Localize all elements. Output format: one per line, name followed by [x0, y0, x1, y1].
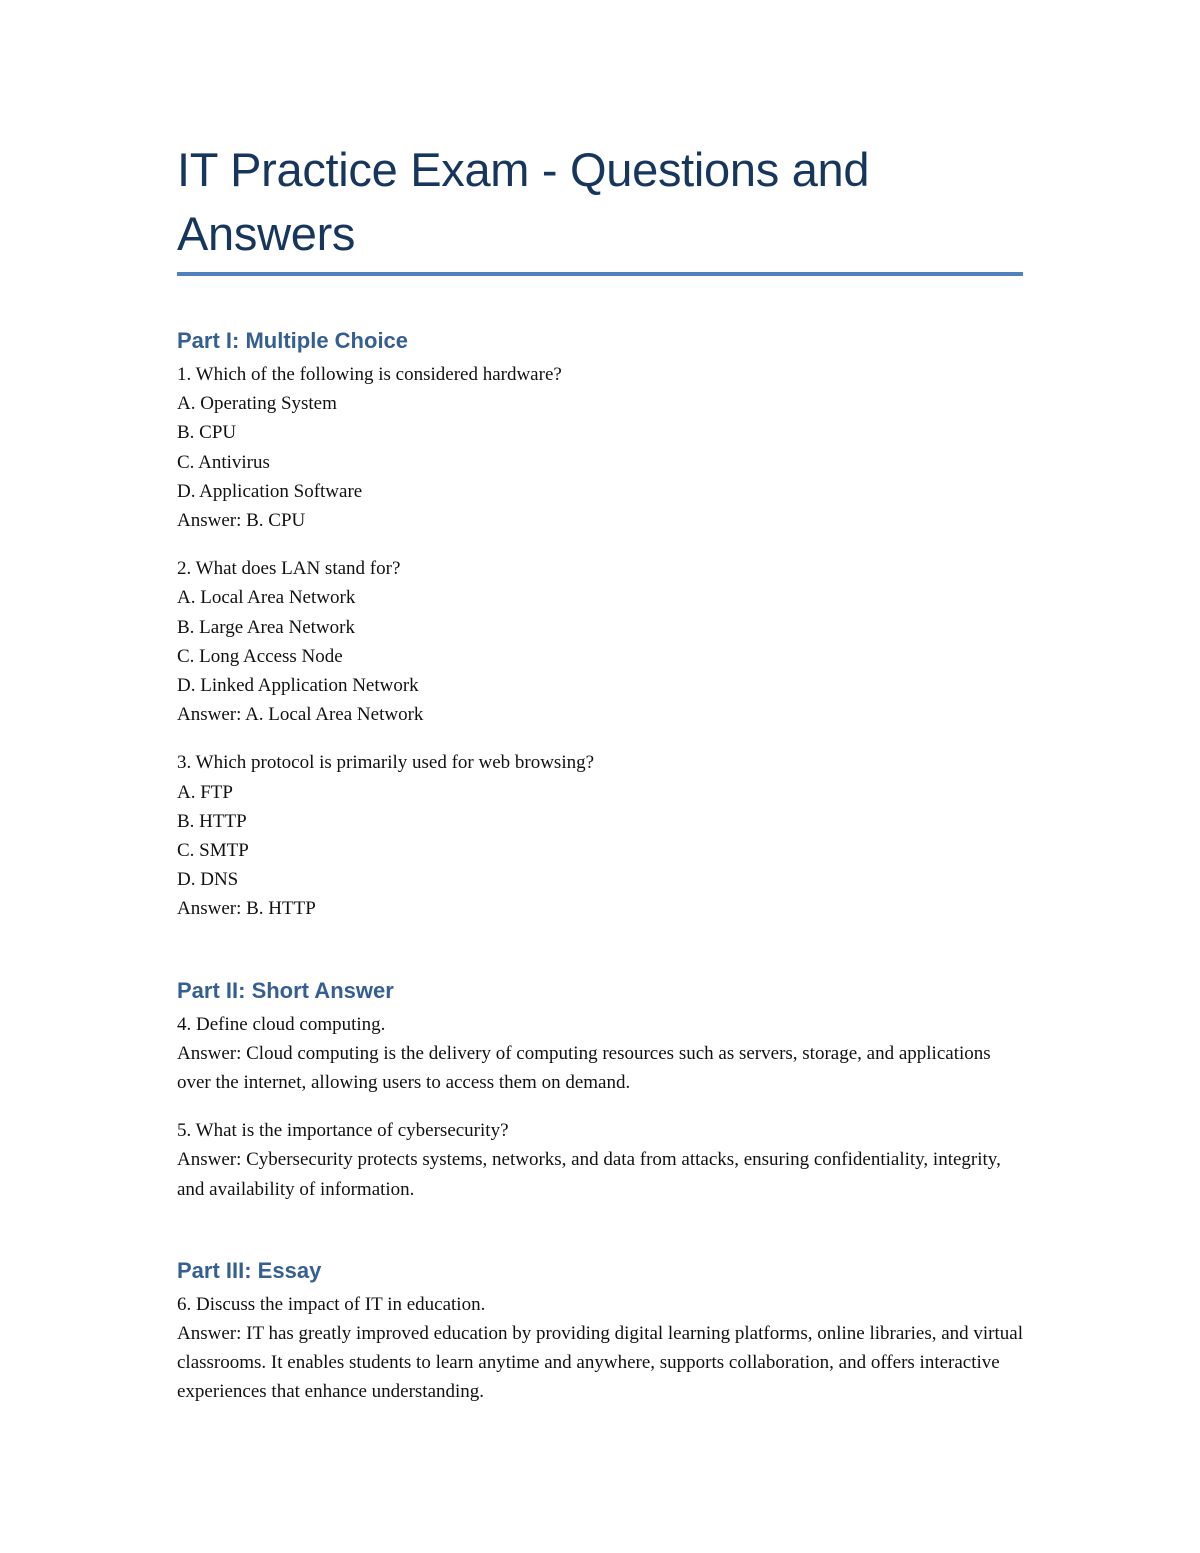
question-block: [177, 1290, 1023, 1407]
answer-option: D. DNS: [177, 869, 239, 891]
section-heading-part2: Part II: Short Answer: [177, 977, 394, 1003]
answer-option: C. SMTP: [177, 840, 249, 862]
section-heading-part1: Part I: Multiple Choice: [177, 328, 409, 353]
section-heading-part3: Part III: Essay: [177, 1257, 322, 1283]
question-text: 6. Discuss the impact of IT in education.: [177, 1293, 486, 1315]
answer-text: Answer: IT has greatly improved education by providing digital learning platforms, online libraries, and virtual classrooms. It enables students to learn anytime and anywhere, supports collaboration, and offers interactive experiences that enhance understanding.: [177, 1323, 1023, 1403]
answer-option: A. Operating System: [177, 393, 337, 415]
question-block: [177, 748, 1023, 923]
question-block: [177, 1116, 1023, 1204]
question-text: 3. Which protocol is primarily used for web browsing?: [177, 752, 595, 774]
answer-option: C. Long Access Node: [177, 645, 343, 667]
answer-option: A. Local Area Network: [177, 587, 356, 609]
question-text: 1. Which of the following is considered hardware?: [177, 364, 562, 385]
question-text: 2. What does LAN stand for?: [177, 558, 401, 580]
answer-option: B. CPU: [177, 422, 237, 444]
document-title: IT Practice Exam - Questions and Answers: [177, 143, 870, 260]
question-block: [177, 554, 1023, 729]
answer-text: Answer: B. CPU: [177, 510, 306, 532]
answer-option: B. Large Area Network: [177, 616, 355, 638]
answer-text: Answer: Cloud computing is the delivery of computing resources such as servers, storage, and applications over the internet, allowing users to access them on demand.: [177, 1042, 991, 1094]
answer-option: D. Application Software: [177, 480, 363, 502]
document-page: [177, 138, 1023, 1407]
question-text: 4. Define cloud computing.: [177, 1013, 386, 1035]
question-block: [177, 1010, 1023, 1098]
answer-option: C. Antivirus: [177, 451, 270, 473]
question-text: 5. What is the importance of cybersecurity?: [177, 1120, 509, 1142]
answer-option: B. HTTP: [177, 810, 247, 832]
title-underline-rule: [177, 272, 1023, 276]
answer-text: Answer: B. HTTP: [177, 898, 316, 920]
answer-option: A. FTP: [177, 781, 233, 803]
answer-text: Answer: A. Local Area Network: [177, 704, 424, 726]
question-block: [177, 360, 1023, 535]
answer-text: Answer: Cybersecurity protects systems, networks, and data from attacks, ensuring confidentiality, integrity, and availability of information.: [177, 1149, 1001, 1200]
answer-option: D. Linked Application Network: [177, 675, 419, 697]
